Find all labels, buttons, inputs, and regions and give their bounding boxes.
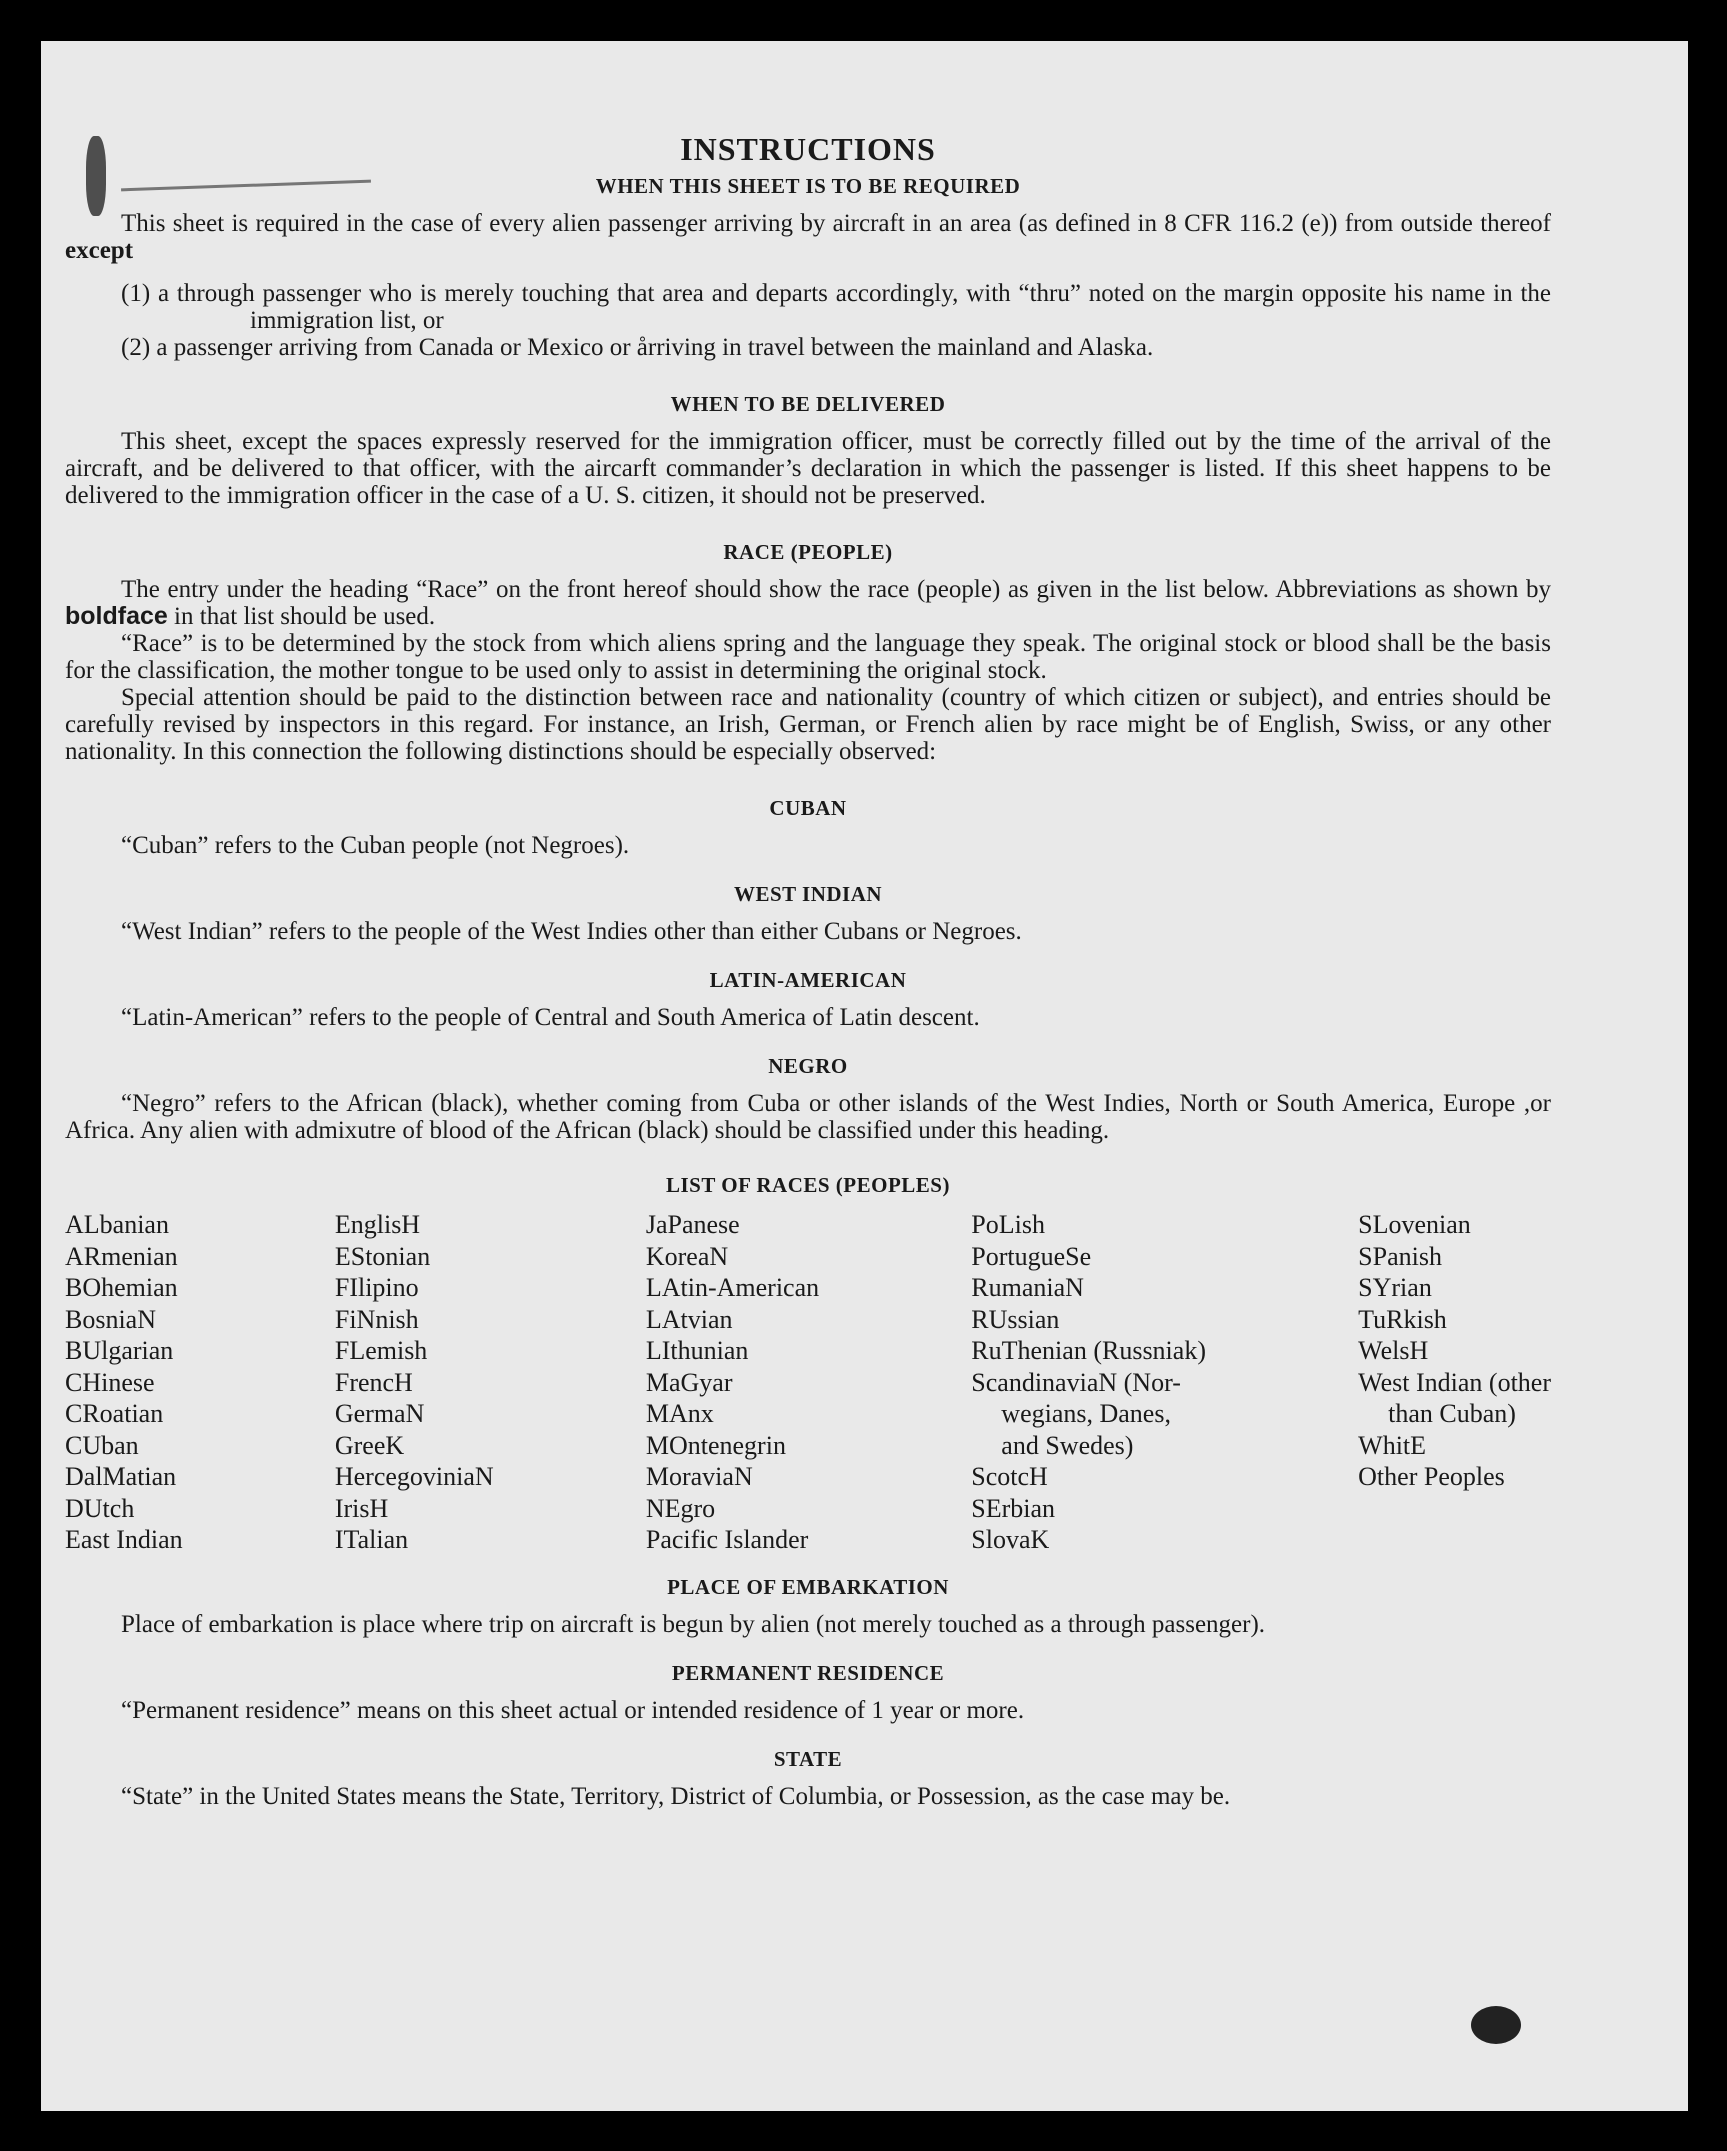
race-item: ScandinaviaN (Nor- — [971, 1367, 1181, 1397]
heading-cuban: CUBAN — [769, 796, 847, 820]
required-intro: This sheet is required in the case of every alien passenger arriving by aircraft in an area (as defined in 8 CFR 116.2 (e)) from outside thereof except — [65, 210, 1551, 264]
residence-text: “Permanent residence” means on this sheet actual or intended residence of 1 year or more. — [121, 1696, 1025, 1724]
race-item: WhitE — [1358, 1430, 1427, 1460]
page-title: INSTRUCTIONS — [680, 131, 936, 167]
race-item: CHinese — [65, 1367, 155, 1397]
race-item: MOntenegrin — [645, 1430, 786, 1460]
race-paragraph-2: “Race” is to be determined by the stock from which aliens spring and the language they speak. The original stock or blood shall be the basis for the classification, the mother tongue to be used only to assist in determining the original stock. — [65, 630, 1551, 684]
race-item: Other Peoples — [1358, 1462, 1505, 1491]
race-item: NEgro — [645, 1493, 716, 1523]
race-item: GreeK — [334, 1430, 405, 1460]
heading-list-of-races: LIST OF RACES (PEOPLES) — [666, 1173, 950, 1197]
heading-when-required: WHEN THIS SHEET IS TO BE REQUIRED — [595, 174, 1021, 198]
race-item: FLemish — [334, 1336, 428, 1365]
races-column-3 — [646, 1209, 819, 1556]
race-item: HercegoviniaN — [334, 1462, 494, 1491]
race-item: WelsH — [1358, 1336, 1429, 1365]
race-item: SLovenian — [1358, 1210, 1471, 1239]
race-item-continued: than Cuban) — [1388, 1399, 1516, 1428]
race-item: PoLish — [971, 1210, 1045, 1239]
race-item: FiNnish — [334, 1304, 419, 1334]
race-item: DalMatian — [65, 1462, 177, 1491]
race-item: West Indian (other — [1358, 1367, 1551, 1397]
race-item: LAtvian — [645, 1304, 733, 1334]
boldface-word: boldface — [65, 602, 168, 630]
race-item: ITalian — [334, 1525, 409, 1554]
exception-item-1: (1) a through passenger who is merely touching that area and departs accordingly, with “thru” noted on the margin opposite his name in the immigration list, or — [121, 280, 1551, 334]
heading-permanent-residence: PERMANENT RESIDENCE — [671, 1660, 945, 1685]
embarkation-text: Place of embarkation is place where trip on aircraft is begun by alien (not merely touched as a through passenger). — [121, 1610, 1266, 1638]
negro-text: “Negro” refers to the African (black), whether coming from Cuba or other islands of the West Indies, North or South America, Europe ,or Africa. Any alien with admixutre of blood of the African (black) should be classified under this heading. — [65, 1090, 1551, 1144]
heading-race: RACE (PEOPLE) — [723, 540, 893, 564]
race-item: BUlgarian — [65, 1336, 174, 1365]
race-item: MoraviaN — [645, 1462, 753, 1491]
race-item: CRoatian — [65, 1399, 164, 1428]
latin-american-text: “Latin-American” refers to the people of Central and South America of Latin descent. — [121, 1004, 980, 1031]
race-item: ARmenian — [65, 1241, 178, 1271]
heading-west-indian: WEST INDIAN — [733, 882, 883, 906]
races-column-4 — [971, 1209, 1206, 1556]
exception-item-2: (2) a passenger arriving from Canada or Mexico or årriving in travel between the mainland and Alaska. — [121, 334, 1154, 361]
race-item: KoreaN — [645, 1241, 729, 1271]
race-item: SErbian — [971, 1493, 1056, 1523]
races-list — [65, 1209, 1551, 1556]
race-paragraph-3: Special attention should be paid to the distinction between race and nationality (country of which citizen or subject), and entries should be carefully revised by inspectors in this regard. For instance, an Irish, German, or French alien by race might be of English, Swiss, or any other nationality. In this connection the following distinctions should be especially observed: — [65, 684, 1551, 765]
except-bold: except — [65, 237, 134, 264]
race-item: GermaN — [334, 1399, 425, 1428]
races-column-1 — [65, 1209, 183, 1556]
race-item: SPanish — [1358, 1241, 1442, 1271]
race-item: IrisH — [334, 1493, 389, 1523]
races-column-2 — [335, 1209, 494, 1556]
race-item: BosniaN — [65, 1304, 156, 1334]
heading-embarkation: PLACE OF EMBARKATION — [667, 1574, 949, 1599]
heading-latin-american: LATIN-AMERICAN — [709, 968, 907, 992]
race-item: BOhemian — [65, 1273, 178, 1302]
race-item: TuRkish — [1358, 1304, 1447, 1334]
race-item: FIlipino — [334, 1273, 419, 1302]
race-item: LAtin-American — [645, 1273, 820, 1302]
race-item: SlovaK — [971, 1525, 1050, 1554]
race-item: ALbanian — [65, 1210, 169, 1239]
race-item: EStonian — [334, 1241, 431, 1271]
race-item: DUtch — [65, 1493, 135, 1523]
race-item: Pacific Islander — [645, 1525, 809, 1554]
race-item: EnglisH — [334, 1210, 421, 1239]
race-item: PortugueSe — [971, 1241, 1092, 1271]
heading-negro: NEGRO — [768, 1054, 848, 1078]
race-item: LIthunian — [645, 1336, 749, 1365]
state-text: “State” in the United States means the State, Territory, District of Columbia, or Possession, as the case may be. — [121, 1782, 1231, 1810]
race-item: East Indian — [65, 1525, 183, 1554]
race-item-continued: and Swedes) — [1001, 1430, 1134, 1460]
west-indian-text: “West Indian” refers to the people of the West Indies other than either Cubans or Negroes. — [121, 918, 1022, 945]
race-item: RumaniaN — [971, 1273, 1084, 1302]
race-item: RUssian — [971, 1304, 1060, 1334]
printer-stamp-logo — [1471, 2006, 1521, 2044]
heading-when-delivered: WHEN TO BE DELIVERED — [670, 392, 946, 416]
race-item-continued: wegians, Danes, — [1001, 1399, 1171, 1428]
race-paragraph-1: The entry under the heading “Race” on the front hereof should show the race (people) as given in the list below. Abbreviations as shown by boldface in that list should be used. — [65, 576, 1551, 630]
heading-state: STATE — [773, 1746, 843, 1771]
race-item: MAnx — [645, 1399, 714, 1428]
race-item: FrencH — [334, 1367, 413, 1397]
race-item: RuThenian (Russniak) — [971, 1336, 1206, 1365]
race-item: MaGyar — [645, 1367, 733, 1397]
race-item: ScotcH — [971, 1462, 1048, 1491]
races-column-5 — [1358, 1209, 1551, 1556]
instructions-content — [65, 131, 1551, 1810]
race-item: SYrian — [1358, 1273, 1432, 1302]
race-item: JaPanese — [645, 1210, 740, 1239]
race-item: CUban — [65, 1430, 139, 1460]
cuban-text: “Cuban” refers to the Cuban people (not Negroes). — [121, 832, 630, 859]
delivered-text: This sheet, except the spaces expressly reserved for the immigration officer, must be correctly filled out by the time of the arrival of the aircraft, and be delivered to that officer, with the aircarft commander’s declaration in which the passenger is listed. If this sheet happens to be delivered to the immigration officer in the case of a U. S. citizen, it should not be preserved. — [65, 428, 1551, 509]
document-page — [41, 41, 1688, 2111]
